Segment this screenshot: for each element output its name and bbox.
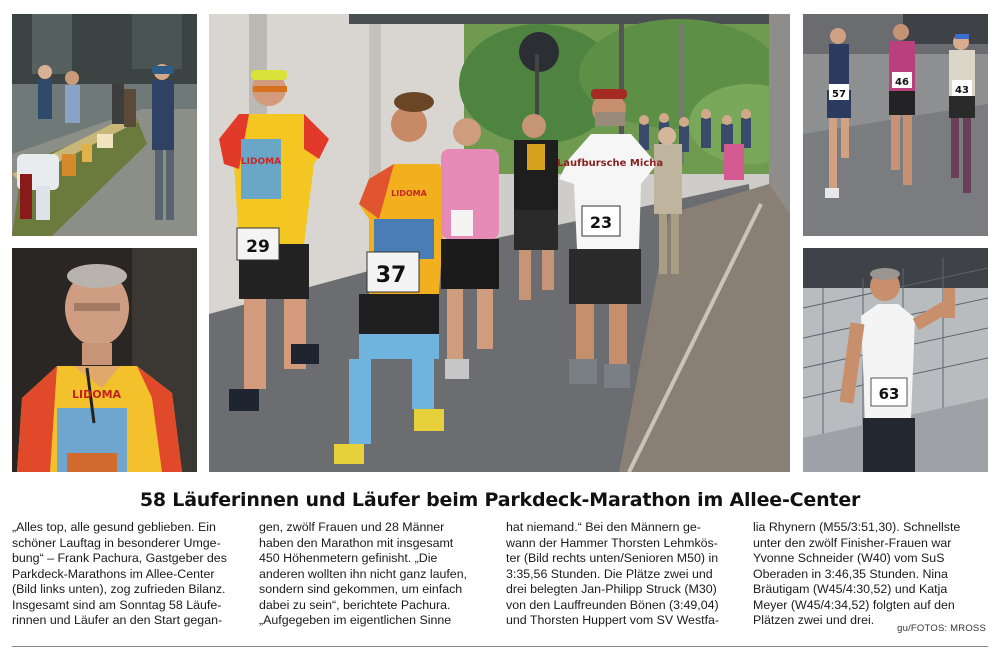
- article-line: ter (Bild rechts unten/Senioren M50) in: [506, 551, 719, 565]
- bib-number-29: 29: [246, 237, 270, 257]
- bib-number-46: 46: [895, 77, 909, 88]
- article-line: schöner Lauftag in besonderer Umge-: [12, 535, 221, 550]
- article-line: 450 Höhenmetern gefinisht. „Die: [259, 551, 438, 565]
- article-headline: 58 Läuferinnen und Läufer beim Parkdeck-Marathon im Allee-Center: [139, 489, 861, 511]
- article-line: gen, zwölf Frauen und 28 Männer: [259, 520, 445, 534]
- article-line: (Bild links unten), zog zufrieden Bilanz.: [12, 582, 226, 596]
- photo-organizer-portrait: [12, 248, 197, 472]
- article-line: Yvonne Schneider (W40) vom SuS: [753, 551, 945, 565]
- article-line: dabei zu sein“, berichtete Pachura.: [259, 597, 451, 612]
- article-line: drei belegten Jan-Philipp Struck (M30): [506, 582, 717, 596]
- article-column-4: [753, 520, 988, 640]
- article-line: rinnen und Läufer an den Start gegan-: [12, 613, 223, 627]
- article-column-1: [12, 520, 247, 640]
- bib-number-63: 63: [878, 385, 900, 403]
- article-line: Meyer (W45/4:34,52) folgten auf den: [753, 597, 955, 612]
- photo-three-runners: [803, 14, 988, 236]
- article-line: bung“ – Frank Pachura, Gastgeber des: [12, 551, 227, 565]
- article-line: Insgesamt sind am Sonntag 58 Läufe-: [12, 597, 222, 612]
- article-line: anderen wollten ihn nicht ganz laufen,: [259, 566, 468, 581]
- article-line: „Alles top, alle gesund geblieben. Ein: [12, 520, 216, 534]
- photo-winner-waving: [803, 248, 988, 472]
- shirt-label-lidoma: LIDOMA: [240, 157, 282, 167]
- article-line: von den Lauffreunden Bönen (3:49,04): [506, 597, 719, 612]
- article-column-3: [506, 520, 741, 640]
- article-line: lia Rhynern (M55/3:51,30). Schnellste: [753, 520, 961, 534]
- article-line: Oberaden in 3:46,35 Stunden. Nina: [753, 566, 948, 581]
- article-line: und Thorsten Huppert vom SV Westfa-: [506, 613, 720, 627]
- shirt-label-lidoma-portrait: LIDOMA: [72, 388, 122, 401]
- article-line: Parkdeck-Marathons im Allee-Center: [12, 566, 215, 581]
- bib-number-57: 57: [832, 89, 846, 100]
- article-line: sondern sind gekommen, um einfach: [259, 582, 463, 596]
- shirt-label-lidoma-2: LIDOMA: [391, 189, 427, 198]
- article-column-2: [259, 520, 494, 640]
- photo-runners-main: [209, 14, 790, 472]
- photo-aid-station: [12, 14, 197, 236]
- bottom-divider: [12, 646, 988, 647]
- article-line: haben den Marathon mit insgesamt: [259, 535, 454, 550]
- bib-number-37: 37: [375, 263, 407, 288]
- article-body: [12, 520, 988, 640]
- article-line: „Aufgegeben im eigentlichen Sinne: [259, 613, 452, 627]
- article-line: unter den zwölf Finisher-Frauen war: [753, 535, 952, 550]
- bib-number-23: 23: [589, 213, 613, 232]
- article-line: Plätzen zwei und drei.: [753, 613, 875, 627]
- article-line: 3:35,56 Stunden. Die Plätze zwei und: [506, 566, 713, 581]
- article-line: wann der Hammer Thorsten Lehmkös-: [506, 535, 718, 550]
- shirt-label-laufbursche: Laufbursche Micha: [556, 158, 664, 169]
- photo-credit: gu/FOTOS: MROSS: [897, 623, 986, 634]
- article-line: Bräutigam (W45/4:30,52) und Katja: [753, 582, 948, 596]
- article-line: hat niemand.“ Bei den Männern ge-: [506, 520, 701, 534]
- bib-number-43: 43: [955, 85, 969, 96]
